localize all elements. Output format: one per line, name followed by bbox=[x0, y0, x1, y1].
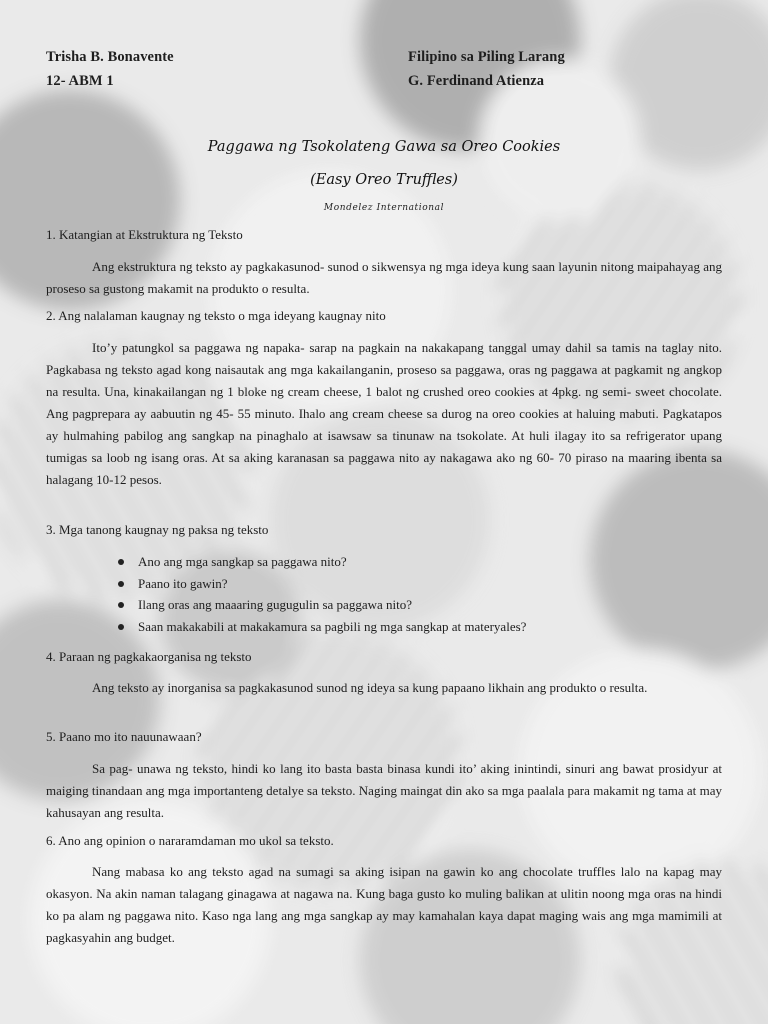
class-section: 12- ABM 1 bbox=[46, 73, 114, 89]
section-body: Ito’y patungkol sa paggawa ng napaka- sarap na pagkain na nakakapang tanggal umay dahil sa tamis na taglay nito. Pagkabasa ng teksto agad kong naisautak ang mga kakailanganin, proseso sa paggawa, oras ng paggawa at pagkamit ng angkop na resulta. Una, kinakailangan ng 1 bloke ng cream cheese, 1 balot ng crushed oreo cookies at 4pkg. ng semi- sweet chocolate. Ang pagprepara ay aabuutin ng 45- 55 minuto. Ihalo ang cream cheese sa durog na oreo cookies at haluing mabuti. Pagkatapos ay hulmahing pabilog ang sangkap na pinaghalo at isawsaw sa tinunaw na tsokolate. At huli ilagay ito sa refrigerator upang tumigas sa loob ng isang oras. At sa aking karanasan sa paggawa nito ay nakagawa ako ng 60- 70 piraso na maaring ibenta sa halagang 10-12 pesos. bbox=[46, 340, 722, 487]
section-heading: 3. Mga tanong kaugnay ng paksa ng teksto bbox=[46, 522, 269, 537]
section-body: Sa pag- unawa ng teksto, hindi ko lang ito basta basta binasa kundi ito’ aking inintindi, sinuri ang bawat prosidyur at maiging tinandaan ang mga importanteng detalye sa teksto. Naging maingat din ako sa mga paalala para makamit ng tama at may kahusayan ang resulta. bbox=[46, 761, 722, 820]
section-heading: 4. Paraan ng pagkakaorganisa ng teksto bbox=[46, 649, 252, 664]
list-item: Ano ang mga sangkap sa paggawa nito? bbox=[116, 551, 526, 573]
section-body: Nang mabasa ko ang teksto agad na sumagi sa aking isipan na gawin ko ang chocolate truffles lalo na kapag may okasyon. Na akin naman talagang ginagawa at nagawa na. Kung baga gusto ko muling balikan at ulitin noong mga oras na hindi ko pa alam ng paggawa nito. Kaso nga lang ang mga sangkap ay may kamahalan kaya dapat maging wais ang mga mamimili at pagkasyahin ang budget. bbox=[46, 864, 722, 945]
teacher-name: G. Ferdinand Atienza bbox=[408, 73, 545, 89]
list-item: Ilang oras ang maaaring gugugulin sa paggawa nito? bbox=[116, 594, 526, 616]
section-body: Ang teksto ay inorganisa sa pagkakasunod sunod ng ideya sa kung papaano likhain ang produkto o resulta. bbox=[92, 680, 648, 695]
section-heading: 1. Katangian at Ekstruktura ng Teksto bbox=[46, 227, 243, 242]
source-credit: Mondelez International bbox=[323, 203, 445, 213]
section-heading: 5. Paano mo ito nauunawaan? bbox=[46, 729, 202, 744]
list-item: Paano ito gawin? bbox=[116, 573, 526, 595]
question-list bbox=[116, 551, 526, 637]
section-heading: 6. Ano ang opinion o nararamdaman mo ukol sa teksto. bbox=[46, 833, 334, 848]
section-body: Ang ekstruktura ng teksto ay pagkakasunod- sunod o sikwensya ng mga ideya kung saan layunin nitong maipahayag ang proseso sa gustong makamit na produkto o resulta. bbox=[46, 259, 722, 296]
section-heading: 2. Ang nalalaman kaugnay ng teksto o mga ideyang kaugnay nito bbox=[46, 308, 386, 323]
author-name: Trisha B. Bonavente bbox=[46, 49, 174, 65]
document-title-alt: (Easy Oreo Truffles) bbox=[310, 172, 458, 188]
list-item: Saan makakabili at makakamura sa pagbili ng mga sangkap at materyales? bbox=[116, 616, 526, 638]
subject-name: Filipino sa Piling Larang bbox=[408, 49, 565, 65]
document-title: Paggawa ng Tsokolateng Gawa sa Oreo Cookies bbox=[207, 139, 561, 155]
